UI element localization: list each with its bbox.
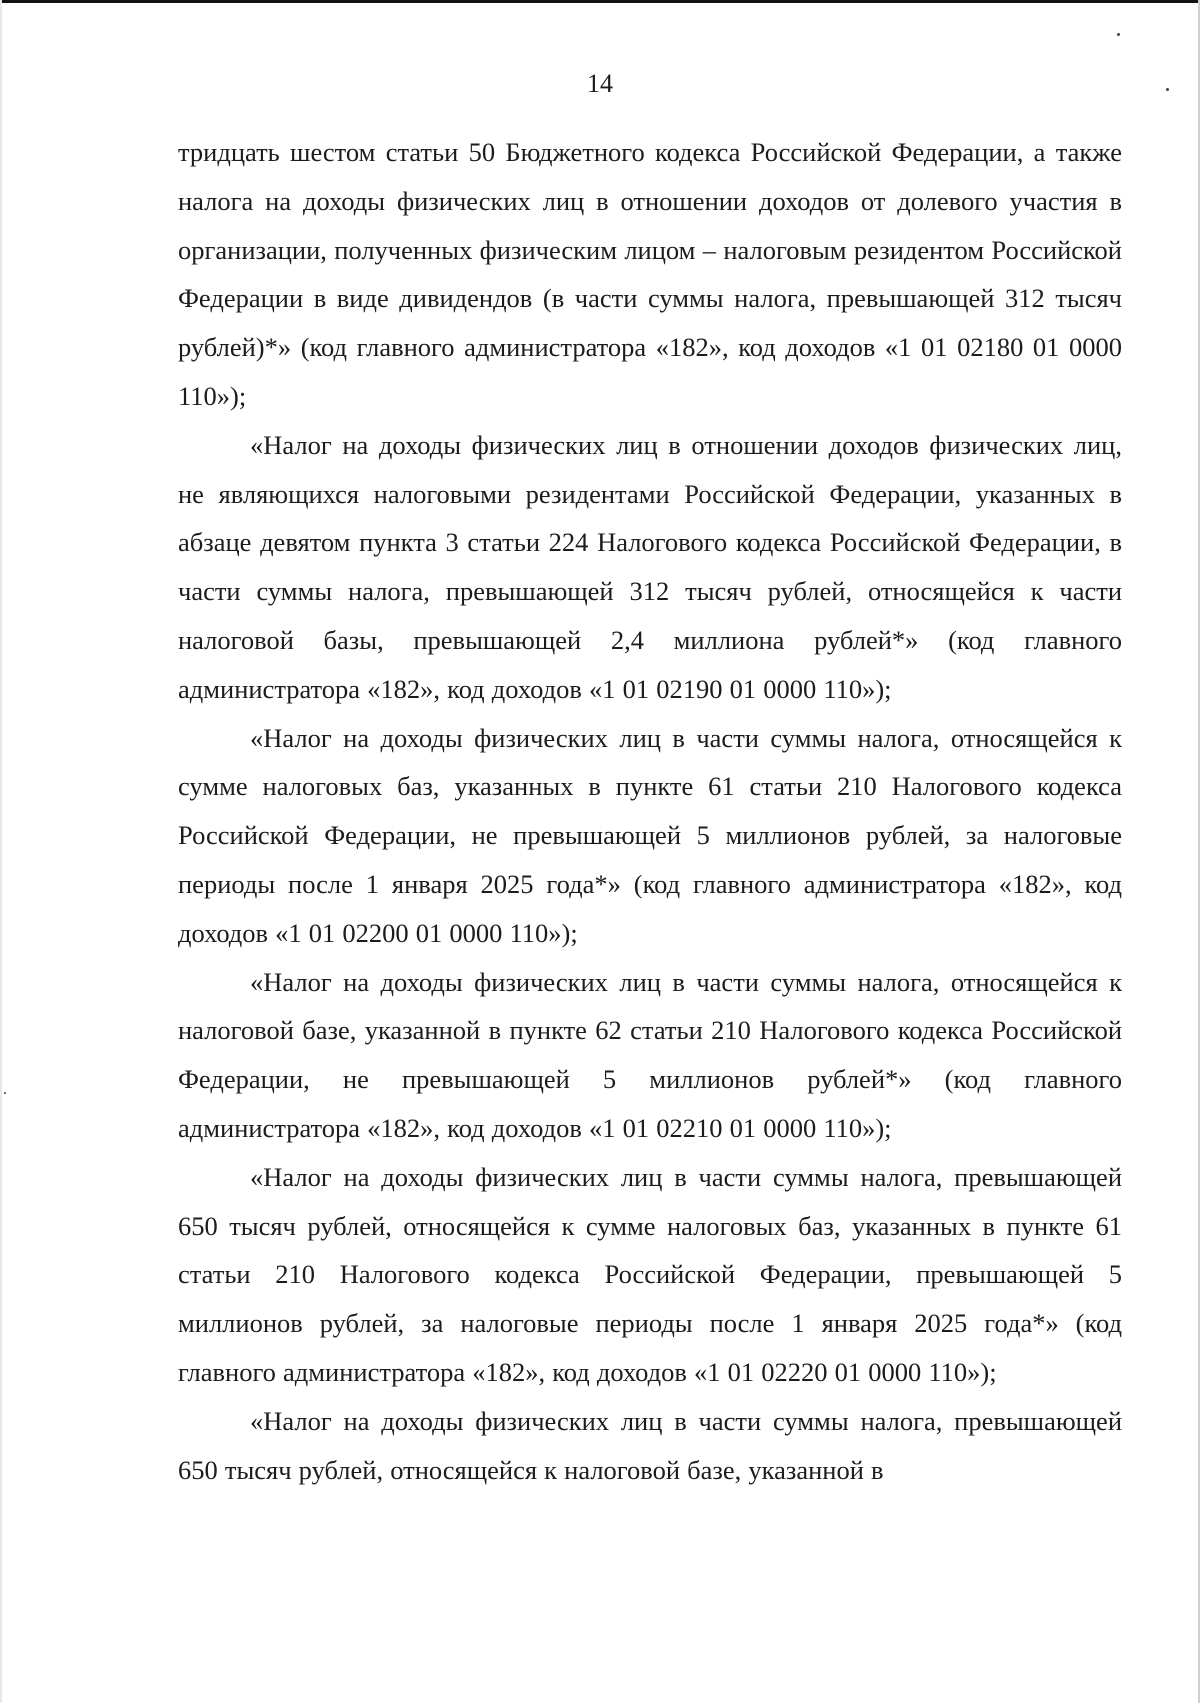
text-line: к налоговой базе, указанной в пункте 62 статьи 210 Налогового кодекса: [178, 966, 1123, 1046]
paragraph-tax-item: [178, 1397, 1122, 1495]
paragraph-tax-item: [178, 958, 1122, 1153]
text-line: «Налог на доходы физических лиц в отношении доходов физических: [250, 429, 1064, 460]
scan-speck: [1117, 33, 1120, 36]
text-line: указанных в пункте 61 статьи 210 Налогового кодекса Российской: [178, 1210, 1122, 1290]
text-line: «182», код доходов «1 01 02200 01 0000 110»);: [178, 868, 1123, 948]
text-line: также налога на доходы физических лиц в отношении доходов от долевого: [178, 137, 1122, 216]
text-line: рублей, относящейся к части налоговой базы, превышающей 2,4 миллиона: [178, 576, 1123, 655]
page-number: 14: [587, 69, 613, 98]
paragraph-tax-item: [178, 1153, 1122, 1397]
text-line: Федерации, превышающей 5 миллионов рублей, за налоговые периоды после: [178, 1259, 1122, 1339]
text-line: превышающей 650 тысяч рублей, относящейся к налоговой базе, указанной в: [178, 1405, 1122, 1485]
text-line: «Налог на доходы физических лиц в части суммы налога, относящейся: [250, 722, 1098, 753]
paragraph-tax-item: [178, 421, 1122, 714]
text-line: рублей*» (код главного администратора «182», код доходов: [178, 624, 1123, 704]
text-line: тридцать шестом статьи 50 Бюджетного кодекса Российской Федерации, а: [178, 137, 1046, 167]
document-body: [178, 128, 1122, 1494]
text-line: 1 января 2025 года*» (код главного администратора «182», код доходов: [178, 1308, 1122, 1387]
text-line: налоговые периоды после 1 января 2025 года*» (код главного администратора: [178, 820, 1122, 899]
text-line: к сумме налоговых баз, указанных в пункте 61 статьи 210 Налогового: [178, 722, 1123, 802]
scan-top-edge: [0, 0, 1200, 3]
text-line: кодекса Российской Федерации, не превышающей 5 миллионов рублей, за: [178, 771, 1123, 851]
text-line: Российской Федерации, не превышающей 5 миллионов рублей*» (код: [178, 1015, 1123, 1095]
text-line: налога, превышающей 312 тысяч рублей)*» (код главного администратора: [178, 283, 1122, 363]
text-line: Российской Федерации, в части суммы налога, превышающей 312 тысяч: [178, 527, 1123, 607]
text-line: главного администратора «182», код доходов «1 01 02210 01 0000 110»);: [178, 1064, 1123, 1143]
text-line: «182», код доходов «1 01 02180 01 0000 110»);: [178, 332, 1123, 411]
text-line: «Налог на доходы физических лиц в части суммы налога,: [250, 1161, 943, 1192]
text-line: указанных в абзаце девятом пункта 3 статьи 224 Налогового кодекса: [178, 478, 1123, 558]
paragraph-tax-item: [178, 714, 1122, 958]
text-line: «1 01 02220 01 0000 110»);: [694, 1356, 997, 1387]
scan-speck: [4, 1092, 6, 1094]
paragraph-continuation: [178, 128, 1122, 421]
scan-left-edge: [0, 0, 2, 1703]
text-line: «Налог на доходы физических лиц в части суммы налога, относящейся: [250, 966, 1098, 997]
text-line: «1 01 02190 01 0000 110»);: [588, 673, 892, 704]
text-line: лиц, не являющихся налоговыми резидентами Российской Федерации,: [178, 429, 1122, 509]
text-line: участия в организации, полученных физическим лицом – налоговым: [178, 185, 1122, 265]
text-line: превышающей 650 тысяч рублей, относящейся к сумме налоговых баз,: [178, 1161, 1122, 1241]
text-line: резидентом Российской Федерации в виде дивидендов (в части суммы: [178, 234, 1122, 314]
text-line: «Налог на доходы физических лиц в части суммы налога,: [250, 1405, 943, 1436]
